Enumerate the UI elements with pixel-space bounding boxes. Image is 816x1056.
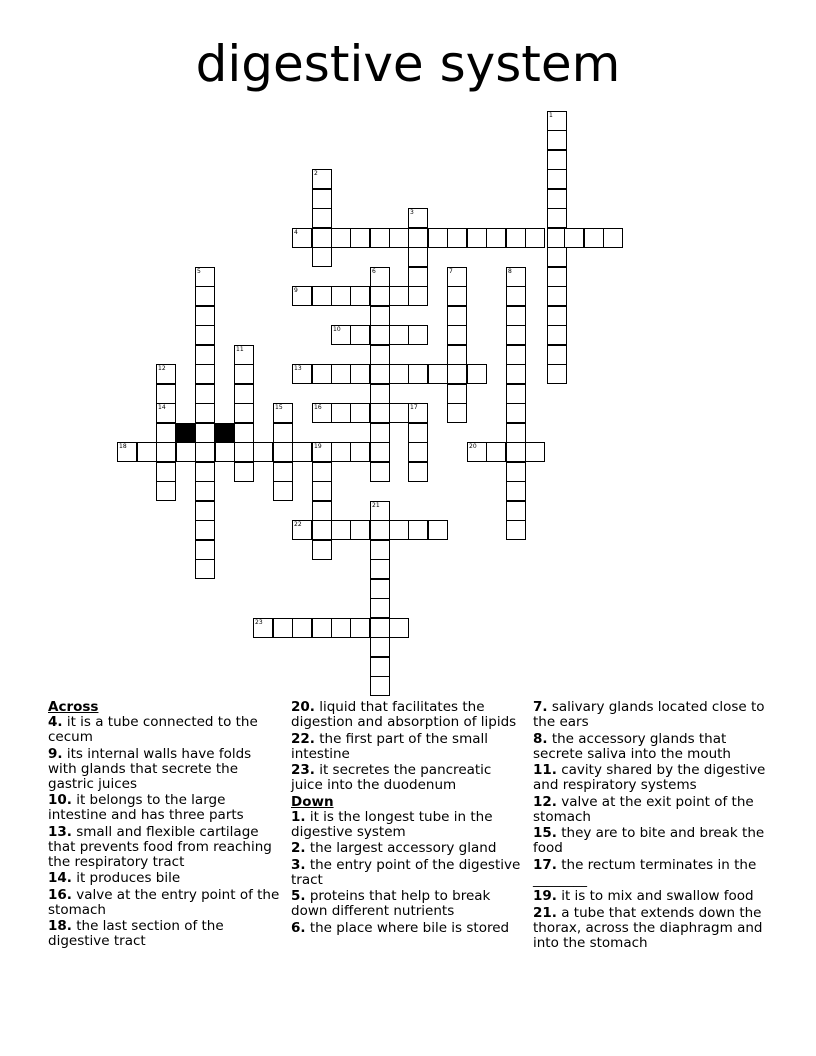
clue-number: 17	[410, 404, 418, 411]
clue-text: the last section of the digestive tract	[48, 918, 224, 949]
clue-text: it belongs to the large intestine and has three parts	[48, 792, 244, 823]
clue	[291, 889, 523, 919]
grid-cell[interactable]	[350, 286, 370, 306]
grid-cell[interactable]	[408, 442, 428, 462]
grid-cell[interactable]	[447, 364, 467, 384]
grid-cell[interactable]	[506, 423, 526, 443]
clues-column-2	[291, 700, 523, 937]
clue-number: 4	[294, 229, 298, 236]
grid-cell[interactable]	[312, 462, 332, 482]
grid-cell[interactable]	[156, 384, 176, 404]
grid-cell[interactable]	[408, 208, 428, 228]
clue-text: small and flexible cartilage that prevents food from reaching the respiratory tract	[48, 823, 272, 870]
grid-cell[interactable]	[195, 345, 215, 365]
grid-cell[interactable]	[292, 520, 312, 540]
grid-cell[interactable]	[312, 208, 332, 228]
grid-cell[interactable]	[370, 462, 390, 482]
grid-cell[interactable]	[547, 267, 567, 287]
grid-cell[interactable]	[176, 442, 196, 462]
clue-number: 19.	[533, 888, 557, 904]
grid-cell[interactable]	[350, 403, 370, 423]
clue-number: 6	[372, 268, 376, 275]
grid-cell[interactable]	[312, 618, 332, 638]
grid-cell[interactable]	[408, 462, 428, 482]
grid-cell[interactable]	[506, 286, 526, 306]
clues-column-3	[533, 700, 768, 952]
grid-cell[interactable]	[547, 111, 567, 131]
clue	[291, 732, 523, 762]
grid-cell[interactable]	[350, 520, 370, 540]
grid-cell[interactable]	[195, 325, 215, 345]
grid-cell[interactable]	[292, 228, 312, 248]
clue	[291, 810, 523, 840]
clue-list-column-2-down	[291, 810, 523, 936]
clue-text: its internal walls have folds with glands that secrete the gastric juices	[48, 745, 252, 792]
grid-cell[interactable]	[370, 618, 390, 638]
clue-number: 2	[314, 170, 318, 177]
grid-cell[interactable]	[486, 442, 506, 462]
grid-cell[interactable]	[506, 364, 526, 384]
grid-cell[interactable]	[506, 384, 526, 404]
grid-cell[interactable]	[506, 267, 526, 287]
grid-cell[interactable]	[234, 345, 254, 365]
grid-cell[interactable]	[350, 228, 370, 248]
grid-cell[interactable]	[370, 676, 390, 696]
grid-cell[interactable]	[428, 364, 448, 384]
grid-cell[interactable]	[331, 286, 351, 306]
clue-number: 21	[372, 502, 380, 509]
grid-cell[interactable]	[292, 364, 312, 384]
clue-number: 2.	[291, 840, 306, 856]
clue-number: 13.	[48, 823, 72, 840]
grid-cell[interactable]	[447, 325, 467, 345]
clue	[533, 889, 768, 904]
grid-cell[interactable]	[584, 228, 604, 248]
grid-cell[interactable]	[156, 364, 176, 384]
grid-cell[interactable]	[195, 286, 215, 306]
clue-number: 12	[158, 365, 166, 372]
grid-cell[interactable]	[547, 189, 567, 209]
clue	[533, 906, 768, 951]
grid-cell[interactable]	[547, 150, 567, 170]
grid-cell[interactable]	[331, 228, 351, 248]
grid-cell[interactable]	[547, 286, 567, 306]
grid-cell[interactable]	[506, 345, 526, 365]
clue-number: 19	[314, 443, 322, 450]
grid-cell[interactable]	[195, 403, 215, 423]
grid-cell[interactable]	[370, 345, 390, 365]
grid-cell[interactable]	[156, 403, 176, 423]
clue-list-column-1	[48, 715, 280, 949]
grid-cell[interactable]	[312, 501, 332, 521]
grid-cell[interactable]	[389, 325, 409, 345]
grid-cell[interactable]	[195, 501, 215, 521]
grid-cell[interactable]	[447, 228, 467, 248]
grid-cell[interactable]	[234, 364, 254, 384]
grid-cell[interactable]	[331, 364, 351, 384]
grid-cell[interactable]	[389, 228, 409, 248]
clue-text: they are to bite and break the food	[533, 825, 765, 856]
clue	[48, 825, 280, 870]
grid-cell[interactable]	[564, 228, 584, 248]
grid-cell[interactable]	[312, 364, 332, 384]
grid-cell[interactable]	[370, 598, 390, 618]
grid-cell[interactable]	[350, 364, 370, 384]
grid-cell[interactable]	[370, 325, 390, 345]
clue-number: 7.	[533, 699, 548, 715]
clue-number: 11.	[533, 762, 557, 778]
grid-cell[interactable]	[370, 442, 390, 462]
clue-number: 18	[119, 443, 127, 450]
clue-text: it produces bile	[71, 870, 181, 886]
clue-number: 3	[410, 209, 414, 216]
grid-cell[interactable]	[234, 442, 254, 462]
clue	[291, 763, 523, 793]
grid-cell[interactable]	[234, 384, 254, 404]
grid-cell[interactable]	[370, 520, 390, 540]
clue-number: 11	[236, 346, 244, 353]
clue	[48, 919, 280, 949]
across-heading: Across	[48, 699, 99, 715]
grid-cell[interactable]	[486, 228, 506, 248]
grid-cell[interactable]	[234, 403, 254, 423]
grid-cell[interactable]	[195, 423, 215, 443]
grid-cell[interactable]	[506, 228, 526, 248]
grid-cell[interactable]	[312, 286, 332, 306]
clue-number: 5.	[291, 888, 306, 904]
grid-cell[interactable]	[370, 657, 390, 677]
grid-cell[interactable]	[447, 286, 467, 306]
clue	[291, 841, 523, 856]
grid-cell[interactable]	[547, 247, 567, 267]
grid-cell[interactable]	[389, 364, 409, 384]
grid-cell[interactable]	[447, 306, 467, 326]
grid-cell[interactable]	[312, 540, 332, 560]
grid-cell[interactable]	[525, 228, 545, 248]
grid-cell[interactable]	[195, 364, 215, 384]
grid-cell[interactable]	[253, 618, 273, 638]
grid-cell[interactable]	[370, 384, 390, 404]
grid-cell[interactable]	[370, 286, 390, 306]
grid-cell[interactable]	[506, 442, 526, 462]
grid-cell[interactable]	[195, 306, 215, 326]
clue-number: 10.	[48, 792, 72, 808]
grid-cell[interactable]	[506, 520, 526, 540]
clue-number: 3.	[291, 856, 306, 873]
clue-number: 6.	[291, 919, 306, 936]
clue-text: cavity shared by the digestive and respiratory systems	[533, 762, 766, 793]
grid-cell[interactable]	[408, 520, 428, 540]
clue	[291, 921, 523, 936]
grid-cell[interactable]	[370, 228, 390, 248]
grid-cell[interactable]	[312, 228, 332, 248]
clue	[291, 700, 523, 730]
clue-number: 16	[314, 404, 322, 411]
grid-cell[interactable]	[506, 481, 526, 501]
grid-cell[interactable]	[331, 442, 351, 462]
clue-number: 13	[294, 365, 302, 372]
clue-number: 23	[255, 619, 263, 626]
grid-cell[interactable]	[547, 208, 567, 228]
grid-cell[interactable]	[331, 618, 351, 638]
clue	[48, 793, 280, 823]
clue-text: it is the longest tube in the digestive system	[291, 808, 493, 840]
grid-cell[interactable]	[506, 403, 526, 423]
grid-cell[interactable]	[195, 520, 215, 540]
clue-text: it secretes the pancreatic juice into the duodenum	[291, 762, 492, 793]
clue	[533, 732, 768, 762]
grid-cell[interactable]	[467, 228, 487, 248]
grid-cell[interactable]	[370, 267, 390, 287]
clue-list-column-2-across	[291, 700, 523, 793]
clue-text: liquid that facilitates the digestion and absorption of lipids	[291, 699, 517, 730]
grid-cell[interactable]	[467, 442, 487, 462]
clue-number: 14.	[48, 870, 72, 886]
grid-cell[interactable]	[273, 462, 293, 482]
grid-cell[interactable]	[195, 462, 215, 482]
clue-text: valve at the entry point of the stomach	[48, 886, 280, 918]
grid-cell[interactable]	[370, 423, 390, 443]
clue	[48, 871, 280, 886]
grid-cell[interactable]	[370, 559, 390, 579]
grid-cell[interactable]	[117, 442, 137, 462]
grid-cell[interactable]	[312, 481, 332, 501]
grid-cell[interactable]	[312, 247, 332, 267]
clue-text: valve at the exit point of the stomach	[533, 793, 754, 825]
grid-cell[interactable]	[350, 618, 370, 638]
grid-cell[interactable]	[156, 462, 176, 482]
grid-cell[interactable]	[447, 267, 467, 287]
clue	[48, 715, 280, 745]
clue-number: 22	[294, 521, 302, 528]
grid-cell[interactable]	[370, 364, 390, 384]
clue	[533, 763, 768, 793]
grid-cell[interactable]	[506, 306, 526, 326]
clue-number: 20	[469, 443, 477, 450]
grid-cell[interactable]	[331, 520, 351, 540]
grid-cell[interactable]	[273, 481, 293, 501]
grid-cell[interactable]	[408, 325, 428, 345]
grid-cell[interactable]	[137, 442, 157, 462]
clue-number: 16.	[48, 886, 72, 903]
clue-list-column-3	[533, 700, 768, 951]
grid-cell[interactable]	[447, 384, 467, 404]
grid-cell[interactable]	[506, 462, 526, 482]
clue-text: the largest accessory gland	[305, 840, 497, 856]
grid-cell[interactable]	[350, 442, 370, 462]
grid-cell[interactable]	[292, 442, 312, 462]
grid-cell[interactable]	[195, 540, 215, 560]
grid-cell[interactable]	[234, 462, 254, 482]
grid-cell[interactable]	[273, 423, 293, 443]
grid-cell[interactable]	[195, 481, 215, 501]
clue-number: 12.	[533, 793, 557, 810]
grid-block	[176, 423, 196, 443]
grid-cell[interactable]	[603, 228, 623, 248]
grid-cell[interactable]	[292, 286, 312, 306]
grid-cell[interactable]	[156, 442, 176, 462]
grid-cell[interactable]	[408, 423, 428, 443]
clue-number: 9	[294, 287, 298, 294]
clue-number: 1.	[291, 808, 306, 825]
grid-cell[interactable]	[547, 364, 567, 384]
clue-number: 17.	[533, 856, 557, 873]
grid-cell[interactable]	[331, 403, 351, 423]
clue-number: 10	[333, 326, 341, 333]
grid-cell[interactable]	[370, 403, 390, 423]
grid-cell[interactable]	[408, 228, 428, 248]
grid-cell[interactable]	[370, 306, 390, 326]
clue-text: it is a tube connected to the cecum	[48, 714, 258, 745]
grid-cell[interactable]	[428, 520, 448, 540]
grid-cell[interactable]	[467, 364, 487, 384]
grid-cell[interactable]	[156, 481, 176, 501]
grid-cell[interactable]	[547, 325, 567, 345]
clue	[48, 747, 280, 792]
clue-number: 18.	[48, 918, 72, 934]
grid-cell[interactable]	[408, 267, 428, 287]
down-heading: Down	[291, 793, 334, 810]
grid-cell[interactable]	[447, 345, 467, 365]
grid-cell[interactable]	[447, 403, 467, 423]
grid-cell[interactable]	[195, 267, 215, 287]
clue-number: 1	[549, 112, 553, 119]
clue-text: it is to mix and swallow food	[556, 888, 754, 904]
clue-number: 4.	[48, 714, 63, 730]
grid-cell[interactable]	[389, 520, 409, 540]
grid-cell[interactable]	[234, 423, 254, 443]
clue-number: 15.	[533, 825, 557, 841]
clue-number: 21.	[533, 904, 557, 921]
grid-cell[interactable]	[525, 442, 545, 462]
clue-text: the place where bile is stored	[305, 919, 510, 936]
grid-cell[interactable]	[408, 364, 428, 384]
page-title: digestive system	[195, 35, 621, 93]
clue-number: 23.	[291, 762, 315, 778]
clue-number: 8.	[533, 730, 548, 747]
grid-cell[interactable]	[547, 169, 567, 189]
grid-cell[interactable]	[408, 247, 428, 267]
grid-cell[interactable]	[312, 169, 332, 189]
clue-number: 9.	[48, 745, 63, 762]
grid-cell[interactable]	[215, 442, 235, 462]
grid-cell[interactable]	[195, 442, 215, 462]
grid-cell[interactable]	[292, 618, 312, 638]
clue	[291, 858, 523, 888]
grid-cell[interactable]	[195, 559, 215, 579]
grid-cell[interactable]	[312, 520, 332, 540]
grid-cell[interactable]	[370, 579, 390, 599]
clue-text: the entry point of the digestive tract	[291, 856, 521, 888]
clue-number: 22.	[291, 730, 315, 747]
grid-cell[interactable]	[273, 618, 293, 638]
grid-cell[interactable]	[312, 189, 332, 209]
grid-cell[interactable]	[312, 442, 332, 462]
grid-cell[interactable]	[389, 286, 409, 306]
clue-text: the rectum terminates in the ________	[533, 856, 757, 888]
clue	[533, 826, 768, 856]
clue-number: 14	[158, 404, 166, 411]
clue	[48, 888, 280, 918]
clue-text: salivary glands located close to the ears	[533, 699, 765, 730]
clue-number: 20.	[291, 699, 315, 715]
grid-cell[interactable]	[506, 325, 526, 345]
clue-number: 15	[275, 404, 283, 411]
grid-cell[interactable]	[312, 403, 332, 423]
clue-text: proteins that help to break down different nutrients	[291, 888, 491, 919]
grid-cell[interactable]	[547, 345, 567, 365]
clue	[533, 700, 768, 730]
clue	[533, 795, 768, 825]
grid-cell[interactable]	[389, 403, 409, 423]
grid-cell[interactable]	[370, 540, 390, 560]
clue-text: a tube that extends down the thorax, across the diaphragm and into the stomach	[533, 904, 763, 951]
grid-block	[215, 423, 235, 443]
grid-cell[interactable]	[547, 130, 567, 150]
clue-number: 8	[508, 268, 512, 275]
clue-text: the accessory glands that secrete saliva into the mouth	[533, 730, 731, 762]
grid-cell[interactable]	[253, 442, 273, 462]
clue	[533, 858, 768, 888]
grid-cell[interactable]	[273, 442, 293, 462]
clue-number: 5	[197, 268, 201, 275]
grid-cell[interactable]	[370, 637, 390, 657]
clues-column-1	[48, 700, 280, 951]
grid-cell[interactable]	[273, 403, 293, 423]
grid-cell[interactable]	[350, 325, 370, 345]
clue-text: the first part of the small intestine	[291, 730, 489, 762]
grid-cell[interactable]	[331, 325, 351, 345]
grid-cell[interactable]	[408, 403, 428, 423]
grid-cell[interactable]	[156, 423, 176, 443]
grid-cell[interactable]	[408, 286, 428, 306]
clue-number: 7	[449, 268, 453, 275]
grid-cell[interactable]	[428, 228, 448, 248]
grid-cell[interactable]	[547, 306, 567, 326]
grid-cell[interactable]	[370, 501, 390, 521]
grid-cell[interactable]	[506, 501, 526, 521]
grid-cell[interactable]	[389, 618, 409, 638]
grid-cell[interactable]	[195, 384, 215, 404]
